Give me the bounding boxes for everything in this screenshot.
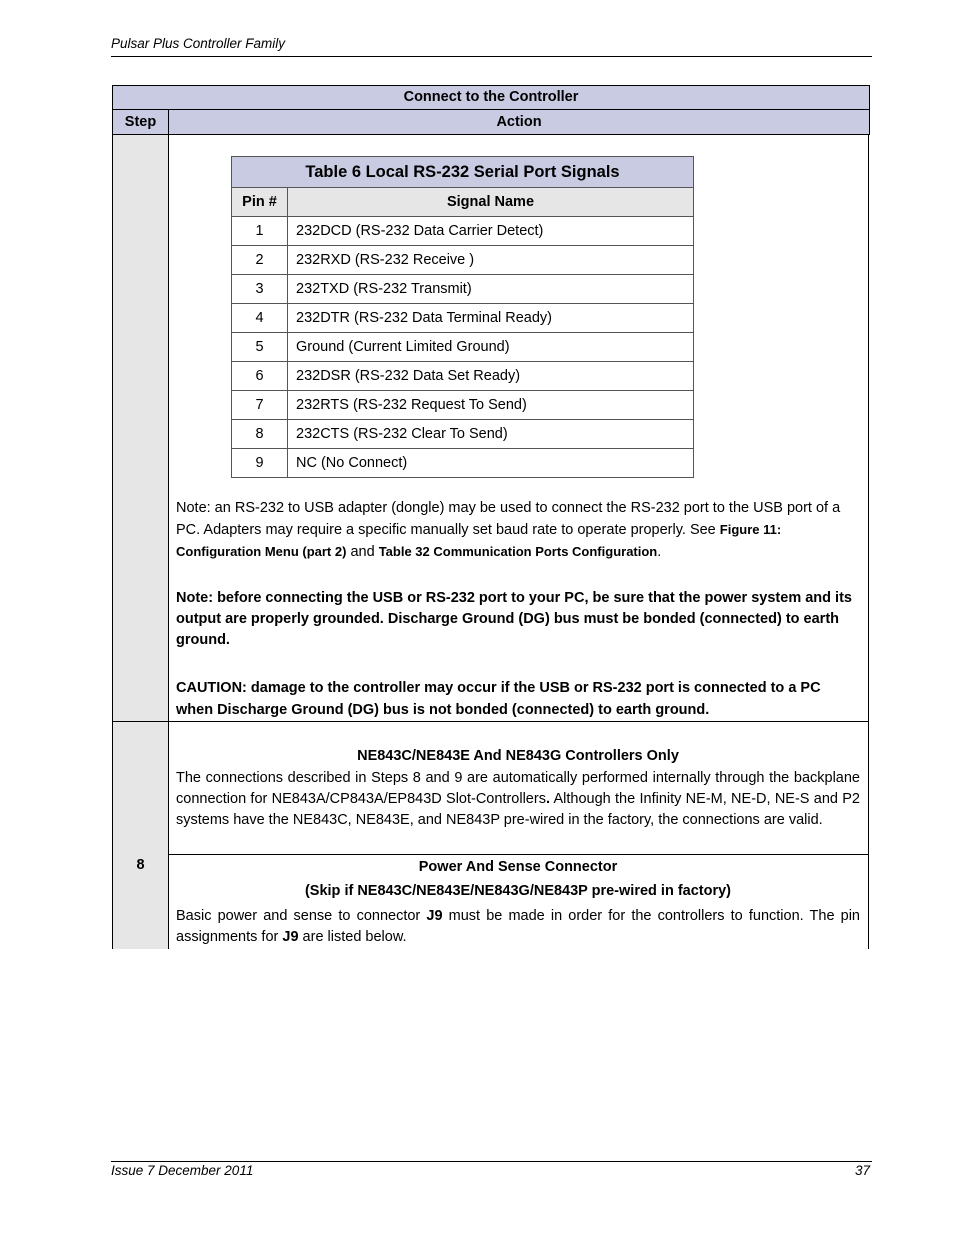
signal-name: 232DTR (RS-232 Data Terminal Ready) — [296, 310, 553, 326]
page-number: 37 — [854, 1163, 870, 1178]
signal-name: 232DSR (RS-232 Data Set Ready) — [296, 368, 521, 384]
header-rule — [111, 56, 872, 57]
signals-table-title: Table 6 Local RS-232 Serial Port Signals — [231, 156, 694, 188]
connector-label: J9 — [426, 908, 443, 924]
power-body-text: are listed below. — [298, 929, 407, 945]
table-row — [231, 275, 694, 304]
signal-name: 232CTS (RS-232 Clear To Send) — [296, 426, 508, 442]
step-number: 8 — [136, 857, 145, 873]
footer-issue: Issue 7 December 2011 — [111, 1163, 254, 1178]
table-row — [231, 362, 694, 391]
step8-body-text: Although the Infinity NE-M, NE-D, NE-S and P2 systems have the NE843C, NE843E, and NE843P pre-wired in the factory, the connections are valid. — [176, 791, 860, 828]
table-row — [231, 391, 694, 420]
pin-number: 2 — [232, 246, 288, 274]
signal-name: 232RTS (RS-232 Request To Send) — [296, 397, 527, 413]
table-reference-link[interactable]: Table 32 Communication Ports Configuration — [378, 544, 658, 559]
running-header: Pulsar Plus Controller Family — [111, 36, 286, 51]
column-header-step: Step — [112, 109, 169, 135]
footer-rule — [111, 1161, 872, 1162]
column-header-signal-name: Signal Name — [446, 194, 535, 210]
table-row — [231, 246, 694, 275]
caution-note: CAUTION: damage to the controller may occur if the USB or RS-232 port is connected to a PC when Discharge Ground (DG) bus is not bonded (connected) to earth ground. — [176, 680, 821, 718]
pin-number: 3 — [232, 275, 288, 303]
signal-name: 232DCD (RS-232 Data Carrier Detect) — [296, 223, 544, 239]
table-row — [231, 304, 694, 333]
pin-number: 9 — [232, 449, 288, 477]
step8-body-period: . — [545, 791, 550, 807]
adapter-note-text: . — [657, 544, 662, 560]
step-cell — [112, 722, 169, 949]
signals-table — [231, 156, 694, 478]
power-body-text: Basic power and sense to connector — [176, 908, 427, 924]
adapter-note-text: Note: an RS-232 to USB adapter (dongle) may be used to connect the RS-232 port to the USB port of a PC. Adapters may require a specific manually set baud rate to operate properly. See — [176, 500, 841, 538]
table-row — [231, 217, 694, 246]
adapter-note-text: and — [346, 544, 379, 560]
step-cell — [112, 135, 169, 722]
section-heading: Power And Sense Connector — [418, 859, 618, 875]
table-row — [231, 420, 694, 449]
step8-body — [176, 768, 860, 831]
column-header-pin: Pin # — [232, 188, 288, 216]
adapter-note — [176, 498, 860, 563]
pin-number: 7 — [232, 391, 288, 419]
pin-number: 5 — [232, 333, 288, 361]
signals-table-header-row — [231, 188, 694, 217]
table-title: Connect to the Controller — [112, 85, 870, 110]
table-row — [231, 449, 694, 478]
signal-name: NC (No Connect) — [296, 455, 408, 471]
signal-name: 232RXD (RS-232 Receive ) — [296, 252, 475, 268]
section-heading: NE843C/NE843E And NE843G Controllers Only — [357, 748, 679, 764]
pin-number: 4 — [232, 304, 288, 332]
table-row — [231, 333, 694, 362]
section-subheading: (Skip if NE843C/NE843E/NE843G/NE843P pre-wired in factory) — [304, 883, 732, 899]
signal-name: 232TXD (RS-232 Transmit) — [296, 281, 472, 297]
pin-number: 1 — [232, 217, 288, 245]
column-header-action: Action — [168, 109, 870, 135]
signal-name: Ground (Current Limited Ground) — [296, 339, 510, 355]
step8-body-text: The connections described in Steps 8 and 9 are automatically performed internally through the backplane connection for NE843A/CP843A/EP843D Slot-Controllers — [176, 770, 860, 807]
pin-number: 6 — [232, 362, 288, 390]
power-sense-body — [176, 906, 860, 948]
power-body-text: must be made in order for the controllers to function. The pin assignments for — [176, 908, 860, 945]
connector-label: J9 — [282, 929, 299, 945]
figure-reference-link[interactable]: Figure 11: Configuration Menu (part 2) — [176, 522, 782, 559]
grounding-note: Note: before connecting the USB or RS-232 port to your PC, be sure that the power system and its output are properly grounded. Discharge Ground (DG) bus must be bonded (connected) to earth ground. — [176, 590, 852, 648]
pin-number: 8 — [232, 420, 288, 448]
